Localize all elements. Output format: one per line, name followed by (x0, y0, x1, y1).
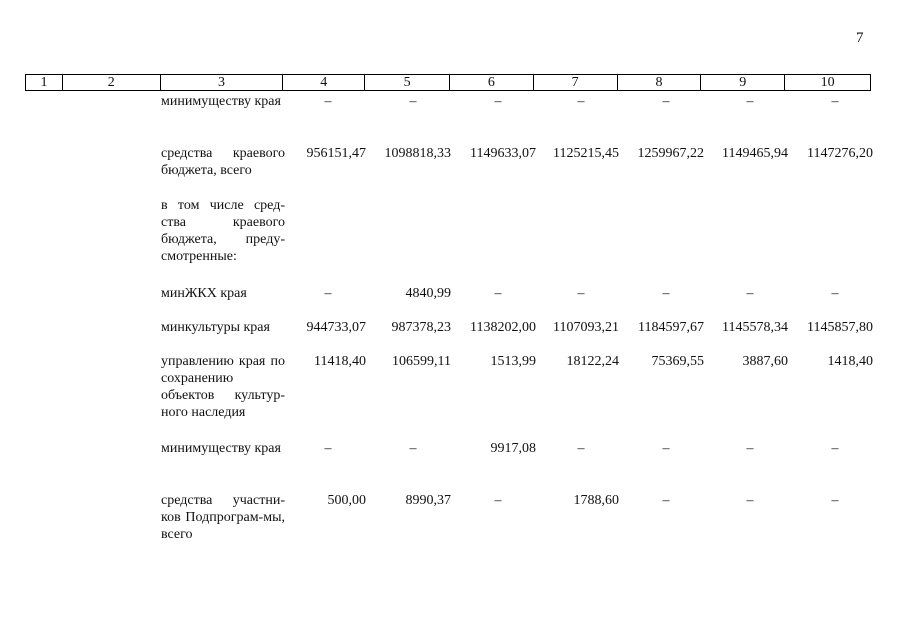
row-value-col-8: – (662, 441, 670, 456)
row-value-col-10: 1147276,20 (807, 146, 873, 161)
page-number: 7 (856, 30, 864, 46)
row-value-col-5: 4840,99 (405, 286, 451, 301)
row-value-col-4: 11418,40 (314, 354, 366, 369)
row-value-col-5: – (409, 94, 417, 109)
header-col-9: 9 (701, 75, 785, 90)
row-value-col-8: 75369,55 (651, 354, 704, 369)
row-value-col-9: 1149465,94 (722, 146, 788, 161)
row-value-col-4: – (324, 286, 332, 301)
row-label: минЖКХ края (161, 286, 247, 301)
header-col-10: 10 (820, 75, 835, 90)
row-value-col-5: 106599,11 (392, 354, 451, 369)
row-value-col-10: 1418,40 (827, 354, 873, 369)
row-value-col-6: 9917,08 (490, 441, 536, 456)
row-value-col-7: – (577, 286, 585, 301)
row-value-col-9: – (746, 94, 754, 109)
table-header-row (25, 74, 871, 91)
row-value-col-4: – (324, 441, 332, 456)
row-value-col-6: 1513,99 (490, 354, 536, 369)
row-value-col-10: – (831, 286, 839, 301)
header-col-1: 1 (26, 75, 63, 90)
row-value-col-8: 1184597,67 (638, 320, 704, 335)
row-value-col-9: 3887,60 (742, 354, 788, 369)
row-label: минимуществу края (161, 94, 281, 109)
header-col-5: 5 (365, 75, 450, 90)
row-value-col-9: – (746, 286, 754, 301)
row-value-col-9: – (746, 441, 754, 456)
row-value-col-4: 944733,07 (306, 320, 366, 335)
row-value-col-7: 1125215,45 (553, 146, 619, 161)
row-value-col-8: – (662, 286, 670, 301)
row-value-col-9: – (746, 493, 754, 508)
row-value-col-8: – (662, 493, 670, 508)
row-value-col-8: – (662, 94, 670, 109)
row-label: минкультуры края (161, 320, 270, 335)
row-value-col-4: 500,00 (327, 493, 366, 508)
row-value-col-6: – (494, 94, 502, 109)
row-value-col-5: – (409, 441, 417, 456)
header-col-6: 6 (450, 75, 534, 90)
row-value-col-9: 1145578,34 (722, 320, 788, 335)
row-value-col-6: – (494, 286, 502, 301)
row-value-col-7: 1107093,21 (553, 320, 619, 335)
header-col-4: 4 (283, 75, 365, 90)
row-value-col-10: – (831, 441, 839, 456)
row-value-col-7: 1788,60 (573, 493, 619, 508)
row-value-col-5: 987378,23 (391, 320, 451, 335)
row-label: средства краевого бюджета, всего (161, 146, 285, 178)
row-value-col-5: 8990,37 (405, 493, 451, 508)
row-value-col-7: 18122,24 (566, 354, 619, 369)
row-label: минимуществу края (161, 441, 281, 456)
header-col-8: 8 (618, 75, 702, 90)
header-col-7: 7 (534, 75, 618, 90)
header-col-2: 2 (63, 75, 161, 90)
row-value-col-6: 1138202,00 (470, 320, 536, 335)
row-value-col-6: – (494, 493, 502, 508)
row-value-col-7: – (577, 94, 585, 109)
row-value-col-4: – (324, 94, 332, 109)
row-label: управлению края по сохранению объектов культур-ного наследия (161, 354, 285, 420)
row-value-col-6: 1149633,07 (470, 146, 536, 161)
row-value-col-7: – (577, 441, 585, 456)
row-value-col-8: 1259967,22 (637, 146, 704, 161)
row-value-col-10: 1145857,80 (807, 320, 873, 335)
row-value-col-10: – (831, 493, 839, 508)
row-value-col-4: 956151,47 (306, 146, 366, 161)
row-label: в том числе сред-ства краевого бюджета, преду-смотренные: (161, 198, 285, 264)
row-label: средства участни-ков Подпрограм-мы, всего (161, 493, 285, 542)
header-col-3: 3 (161, 75, 284, 90)
row-value-col-5: 1098818,33 (384, 146, 451, 161)
row-value-col-10: – (831, 94, 839, 109)
